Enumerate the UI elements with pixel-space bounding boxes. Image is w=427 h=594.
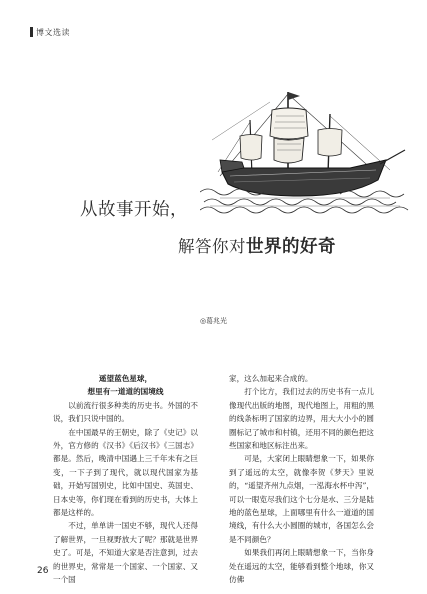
page-number: 26 — [37, 566, 49, 576]
paragraph: 家，这么加起来合成的。 — [229, 374, 313, 383]
title-line-2-prefix: 解答你对 — [178, 237, 246, 256]
paragraph: 不过，单单讲一国史不够，现代人还得了解世界，一旦视野放大了呢？那就是世界史了。可是，不知道大家是否注意到，过去的世界史，常常是一个国家、一个国家、又一个国 — [53, 521, 198, 585]
author-byline: ◎葛兆光 — [199, 317, 228, 325]
paragraph: 打个比方，我们过去的历史书有一点儿像现代出版的地图，现代地图上，用粗的黑的线条标明了国家的边界，用大大小小的圆圈标记了城市和村镇，还用不同的颜色把这些国家和地区标注出来。 — [229, 387, 374, 451]
subheading-line-1: 遥望蓝色星球， — [98, 374, 153, 383]
article-title-line-2 — [178, 233, 336, 258]
header-bar — [30, 27, 33, 37]
text-column-1 — [53, 372, 198, 587]
header-section-label: 博文选读 — [36, 27, 70, 37]
title-line-2-emphasis: 世界的好奇 — [246, 237, 336, 257]
paragraph: 如果我们再闭上眼睛想象一下，当你身处在遥远的太空，能够看到整个地球，你又仿佛 — [229, 548, 374, 585]
paragraph: 以前流行很多种类的历史书。外国的不说，我们只说中国的。 — [53, 400, 198, 424]
text-column-2 — [229, 372, 374, 587]
sailing-ship-icon — [200, 80, 410, 215]
running-header — [30, 26, 70, 38]
subheading-line-2: 想里有一道道的国境线 — [87, 387, 164, 397]
article-title-line-1: 从故事开始， — [80, 200, 188, 220]
paragraph: 可是，大家闭上眼睛想象一下，如果你到了遥远的太空，就像李贺《梦天》里说的，“遥望齐州九点烟，一泓海水杯中泻”，可以一眼览尽我们这个七分是水、三分是陆地的蓝色星球，上面哪里有什么一道道的国境线，有什么大小圆圈的城市，各国怎么会是不同颜色？ — [229, 454, 374, 544]
paragraph: 在中国最早的王朝史，除了《史记》以外，官方修的《汉书》《后汉书》《三国志》都是。然后，晚清中国遇上三千年未有之巨变，一下子到了现代，就以现代国家为基础，开始写国别史，比如中国史、英国史、日本史等，你们现在看到的历史书，大体上都是这样的。 — [53, 427, 198, 518]
